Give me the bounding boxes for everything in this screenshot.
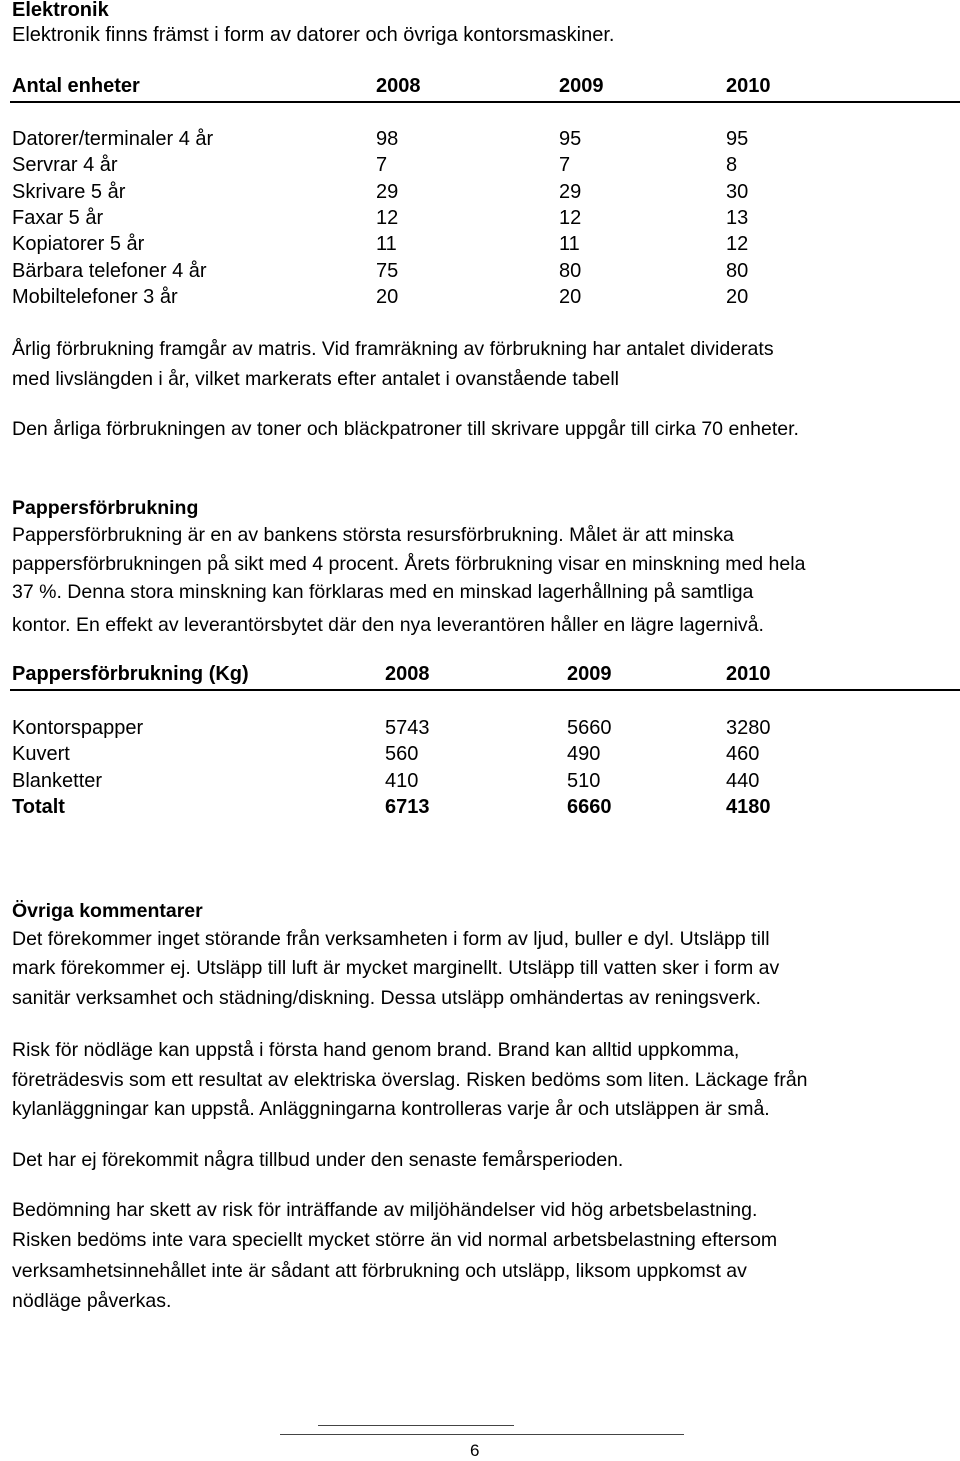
footer-rule-top [318,1425,514,1426]
units-table [12,73,960,313]
row-label: Blanketter [12,770,103,792]
row-2010: 440 [726,770,760,792]
row-2008: 560 [385,743,419,765]
paper-header-label: Pappersförbrukning (Kg) [12,663,249,685]
comments-p2-line: kylanläggningar kan uppstå. Anläggningarna kontrolleras varje år och utsläppen är små. [12,1098,770,1120]
comments-p2-line: Risk för nödläge kan uppstå i första hand genom brand. Brand kan alltid uppkomma, [12,1039,740,1061]
row-2009: 490 [567,743,601,765]
row-2008: 12 [376,207,399,229]
paper-line: kontor. En effekt av leverantörsbytet där den nya leverantören håller en lägre lagernivå. [12,614,764,636]
row-label: Kontorspapper [12,717,144,739]
row-2009: 20 [559,286,582,308]
row-2010: 8 [726,154,738,176]
comments-p4-line: nödläge påverkas. [12,1290,172,1312]
row-2008: 5743 [385,717,430,739]
row-2009: 11 [559,233,580,255]
row-2009: 7 [559,154,571,176]
row-2010: 12 [726,233,749,255]
comments-p4-line: verksamhetsinnehållet inte är sådant att förbrukning och utsläpp, liksom uppkomst av [12,1260,747,1282]
row-2010: 460 [726,743,760,765]
comments-p4-line: Risken bedöms inte vara speciellt mycket större än vid normal arbetsbelastning eftersom [12,1229,778,1251]
row-label: Servrar 4 år [12,154,118,176]
page-number: 6 [470,1441,480,1460]
comments-p1-line: mark förekommer ej. Utsläpp till luft är mycket marginellt. Utsläpp till vatten sker i form av [12,957,780,979]
row-label: Datorer/terminaler 4 år [12,128,214,150]
paper-header-2008: 2008 [385,663,430,685]
consumption-line-1: Årlig förbrukning framgår av matris. Vid framräkning av förbrukning har antalet dividerats [12,338,774,360]
row-2009: 5660 [567,717,612,739]
row-label: Mobiltelefoner 3 år [12,286,178,308]
section-heading-elektronik: Elektronik [12,0,109,21]
paper-line: Pappersförbrukning är en av bankens största resursförbrukning. Målet är att minska [12,524,734,546]
paper-table [12,661,960,831]
row-2010: 80 [726,260,749,282]
row-2009: 80 [559,260,582,282]
paper-table-rule [10,689,960,691]
section-heading-comments: Övriga kommentarer [12,900,203,922]
row-2009: 95 [559,128,582,150]
paper-line: pappersförbrukningen på sikt med 4 procent. Årets förbrukning visar en minskning med hela [12,553,806,575]
comments-p3: Det har ej förekommit några tillbud under den senaste femårsperioden. [12,1149,624,1171]
units-header-label: Antal enheter [12,75,140,97]
row-2010: 95 [726,128,749,150]
total-2008: 6713 [385,796,430,818]
section-heading-paper: Pappersförbrukning [12,497,199,519]
row-2010: 13 [726,207,749,229]
comments-p4-line: Bedömning har skett av risk för inträffande av miljöhändelser vid hög arbetsbelastning. [12,1199,758,1221]
row-2008: 75 [376,260,399,282]
row-2008: 98 [376,128,399,150]
units-header-2009: 2009 [559,75,604,97]
total-label: Totalt [12,796,65,818]
row-2008: 29 [376,181,399,203]
elektronik-intro: Elektronik finns främst i form av datorer och övriga kontorsmaskiner. [12,24,615,46]
row-2008: 410 [385,770,419,792]
units-table-header [12,73,960,101]
row-2009: 29 [559,181,582,203]
units-table-rule [10,101,960,103]
total-2009: 6660 [567,796,612,818]
paper-header-2010: 2010 [726,663,771,685]
units-header-2008: 2008 [376,75,421,97]
paper-line: 37 %. Denna stora minskning kan förklaras med en minskad lagerhållning på samtliga [12,581,754,603]
comments-p2-line: företrädesvis som ett resultat av elektriska överslag. Risken bedöms som liten. Läckage från [12,1069,808,1091]
row-2010: 20 [726,286,749,308]
row-2010: 30 [726,181,749,203]
consumption-line-2: med livslängden i år, vilket markerats efter antalet i ovanstående tabell [12,368,619,390]
comments-p1-line: Det förekommer inget störande från verksamheten i form av ljud, buller e dyl. Utsläpp till [12,928,770,950]
row-2008: 20 [376,286,399,308]
row-2008: 11 [376,233,397,255]
row-label: Kuvert [12,743,70,765]
row-2010: 3280 [726,717,771,739]
row-label: Faxar 5 år [12,207,104,229]
toner-consumption: Den årliga förbrukningen av toner och bläckpatroner till skrivare uppgår till cirka 70 enheter. [12,418,799,440]
footer-rule-bottom [280,1434,684,1435]
row-2009: 12 [559,207,582,229]
paper-header-2009: 2009 [567,663,612,685]
row-label: Skrivare 5 år [12,181,126,203]
row-label: Bärbara telefoner 4 år [12,260,207,282]
row-2008: 7 [376,154,388,176]
row-2009: 510 [567,770,601,792]
units-header-2010: 2010 [726,75,771,97]
comments-p1-line: sanitär verksamhet och städning/diskning. Dessa utsläpp omhändertas av reningsverk. [12,987,761,1009]
row-label: Kopiatorer 5 år [12,233,145,255]
total-2010: 4180 [726,796,771,818]
